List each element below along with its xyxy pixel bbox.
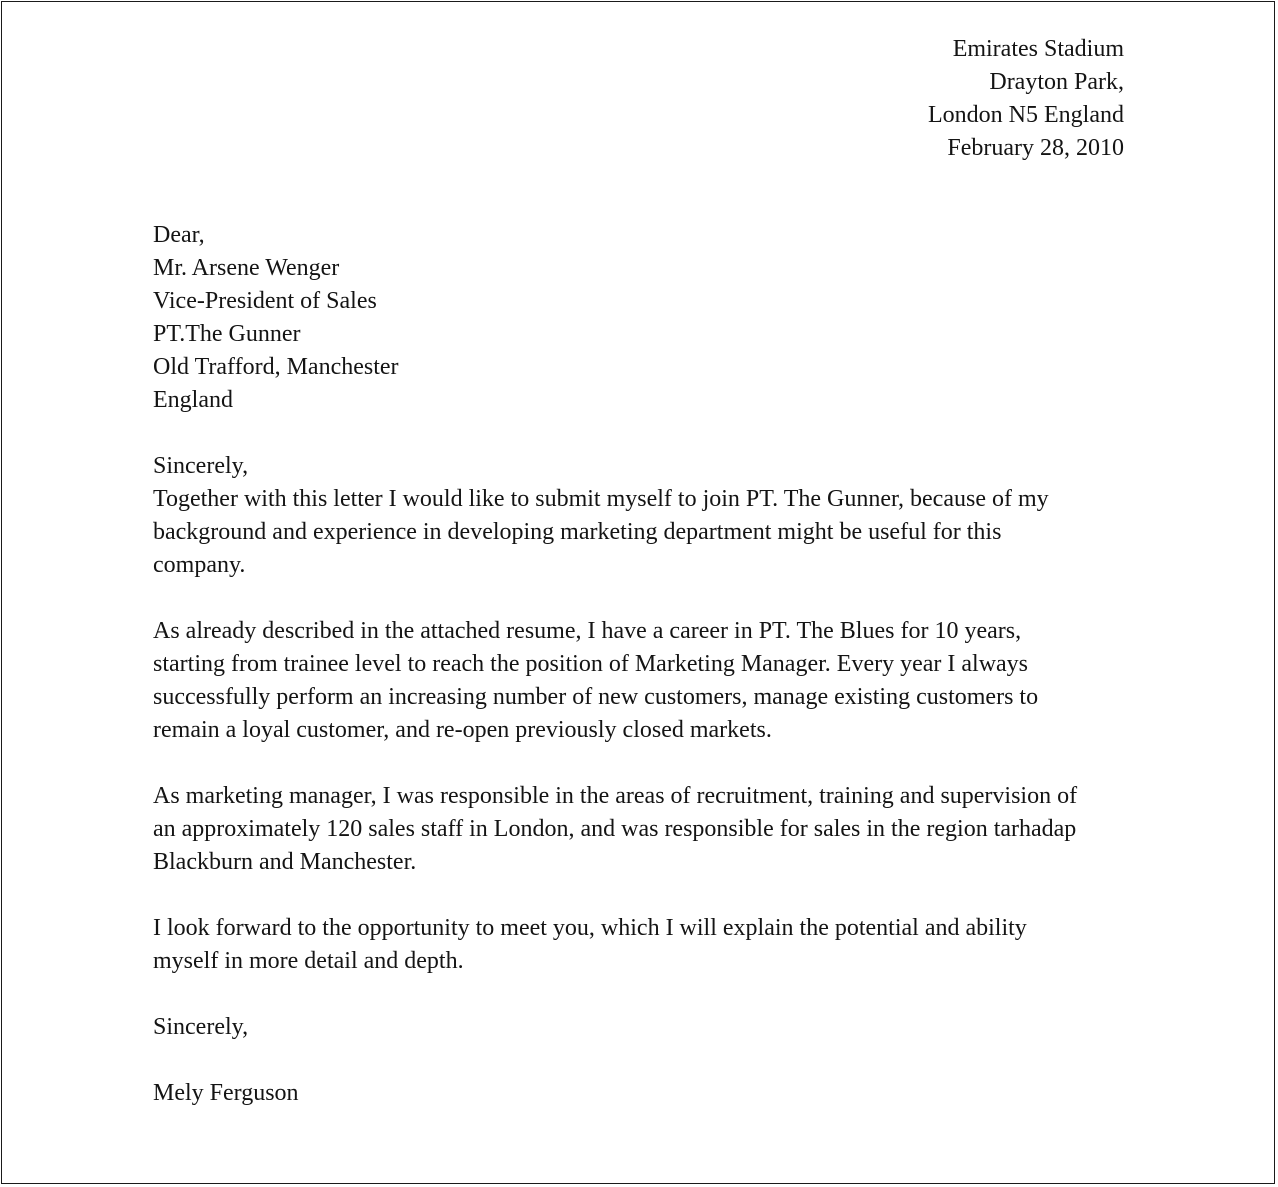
sender-line-1: Emirates Stadium — [952, 36, 1124, 62]
spacer — [153, 978, 1133, 1011]
paragraph-line: I look forward to the opportunity to meet you, which I will explain the potential and ability — [153, 915, 1027, 941]
sender-line-3: London N5 England — [928, 102, 1124, 128]
paragraph-4 — [153, 912, 1133, 978]
paragraph-line: As marketing manager, I was responsible in the areas of recruitment, training and supervision of — [153, 783, 1078, 809]
spacer — [153, 417, 1133, 450]
spacer — [153, 747, 1133, 780]
letter-body — [153, 219, 1133, 1110]
valediction: Sincerely, — [153, 1014, 249, 1040]
paragraph-line: company. — [153, 552, 246, 578]
paragraph-1 — [153, 483, 1133, 582]
recipient-country: England — [153, 387, 233, 413]
opening-line: Sincerely, — [153, 453, 249, 479]
paragraph-line: starting from trainee level to reach the position of Marketing Manager. Every year I always — [153, 651, 1029, 677]
paragraph-line: myself in more detail and depth. — [153, 948, 464, 974]
recipient-city: Old Trafford, Manchester — [153, 354, 399, 380]
recipient-name: Mr. Arsene Wenger — [153, 255, 340, 281]
paragraph-line: successfully perform an increasing number of new customers, manage existing customers to — [153, 684, 1039, 710]
letter-date: February 28, 2010 — [947, 135, 1124, 161]
salutation: Dear, — [153, 222, 205, 248]
paragraph-line: Blackburn and Manchester. — [153, 849, 417, 875]
spacer — [153, 879, 1133, 912]
paragraph-3 — [153, 780, 1133, 879]
sender-address — [928, 33, 1124, 165]
paragraph-2 — [153, 615, 1133, 747]
paragraph-line: an approximately 120 sales staff in London, and was responsible for sales in the region tarhadap — [153, 816, 1077, 842]
recipient-title: Vice-President of Sales — [153, 288, 377, 314]
sender-line-2: Drayton Park, — [989, 69, 1124, 95]
paragraph-line: remain a loyal customer, and re-open previously closed markets. — [153, 717, 772, 743]
spacer — [153, 1044, 1133, 1077]
paragraph-line: background and experience in developing marketing department might be useful for this — [153, 519, 1002, 545]
spacer — [153, 582, 1133, 615]
signature-name: Mely Ferguson — [153, 1080, 299, 1106]
letter-page — [1, 1, 1275, 1184]
paragraph-line: As already described in the attached resume, I have a career in PT. The Blues for 10 years, — [153, 618, 1022, 644]
paragraph-line: Together with this letter I would like to submit myself to join PT. The Gunner, because of my — [153, 486, 1049, 512]
recipient-company: PT.The Gunner — [153, 321, 301, 347]
